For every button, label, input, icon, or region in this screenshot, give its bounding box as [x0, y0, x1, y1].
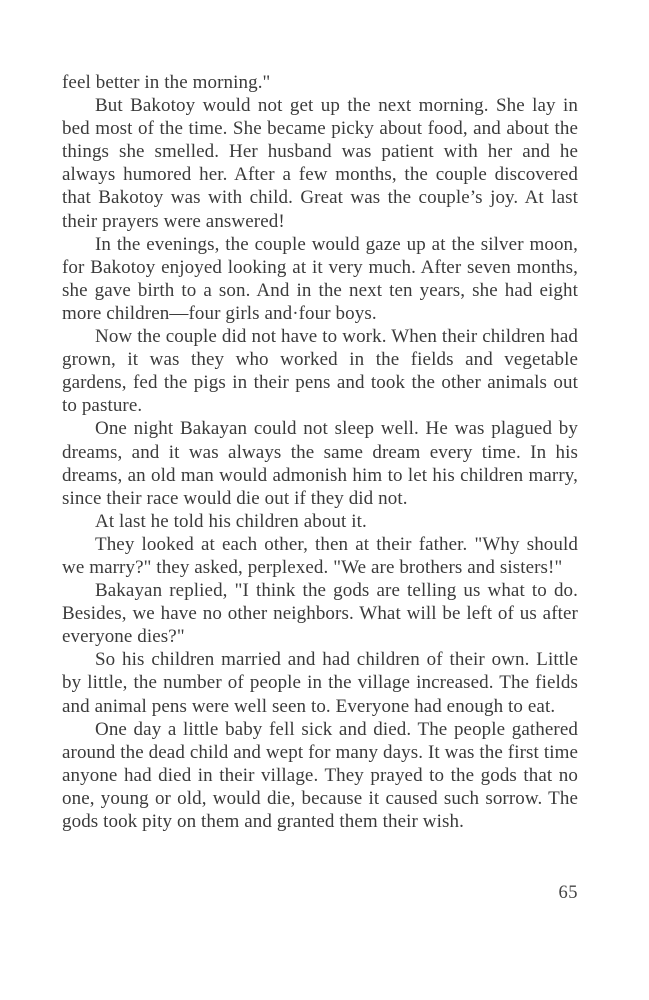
page-number: 65 — [558, 883, 578, 903]
paragraph: feel better in the morning." — [62, 72, 271, 93]
story-text — [62, 71, 578, 833]
paragraph: One night Bakayan could not sleep well. He was plagued by dreams, and it was always the same dream every time. In his dreams, an old man would admonish him to let his children marry, since their race would die out if they did not. — [62, 418, 578, 509]
paragraph: In the evenings, the couple would gaze up at the silver moon, for Bakotoy enjoyed looking at it very much. After seven months, she gave birth to a son. And in the next ten years, she had eight more children—four girls and·four boys. — [62, 233, 578, 324]
paragraph: So his children married and had children of their own. Little by little, the number of people in the village increased. The fields and animal pens were well seen to. Everyone had enough to eat. — [62, 649, 578, 717]
paragraph: Bakayan replied, "I think the gods are telling us what to do. Besides, we have no other neighbors. What will be left of us after everyone dies?" — [62, 580, 578, 648]
paragraph: At last he told his children about it. — [95, 510, 367, 532]
paragraph: One day a little baby fell sick and died. The people gathered around the dead child and wept for many days. It was the first time anyone had died in their village. They prayed to the gods that no one, young or old, would die, because it caused such sorrow. The gods took pity on them and granted them their wish. — [62, 718, 578, 832]
paragraph: They looked at each other, then at their father. "Why should we marry?" they asked, perplexed. "We are brothers and sisters!" — [62, 533, 578, 578]
paragraph: Now the couple did not have to work. When their children had grown, it was they who worked in the fields and vegetable gardens, fed the pigs in their pens and took the other animals out to pasture. — [62, 326, 578, 417]
paragraph: But Bakotoy would not get up the next morning. She lay in bed most of the time. She became picky about food, and about the things she smelled. Her husband was patient with her and he always humored her. After a few months, the couple discovered that Bakotoy was with child. Great was the couple’s joy. At last their prayers were answered! — [62, 95, 578, 232]
